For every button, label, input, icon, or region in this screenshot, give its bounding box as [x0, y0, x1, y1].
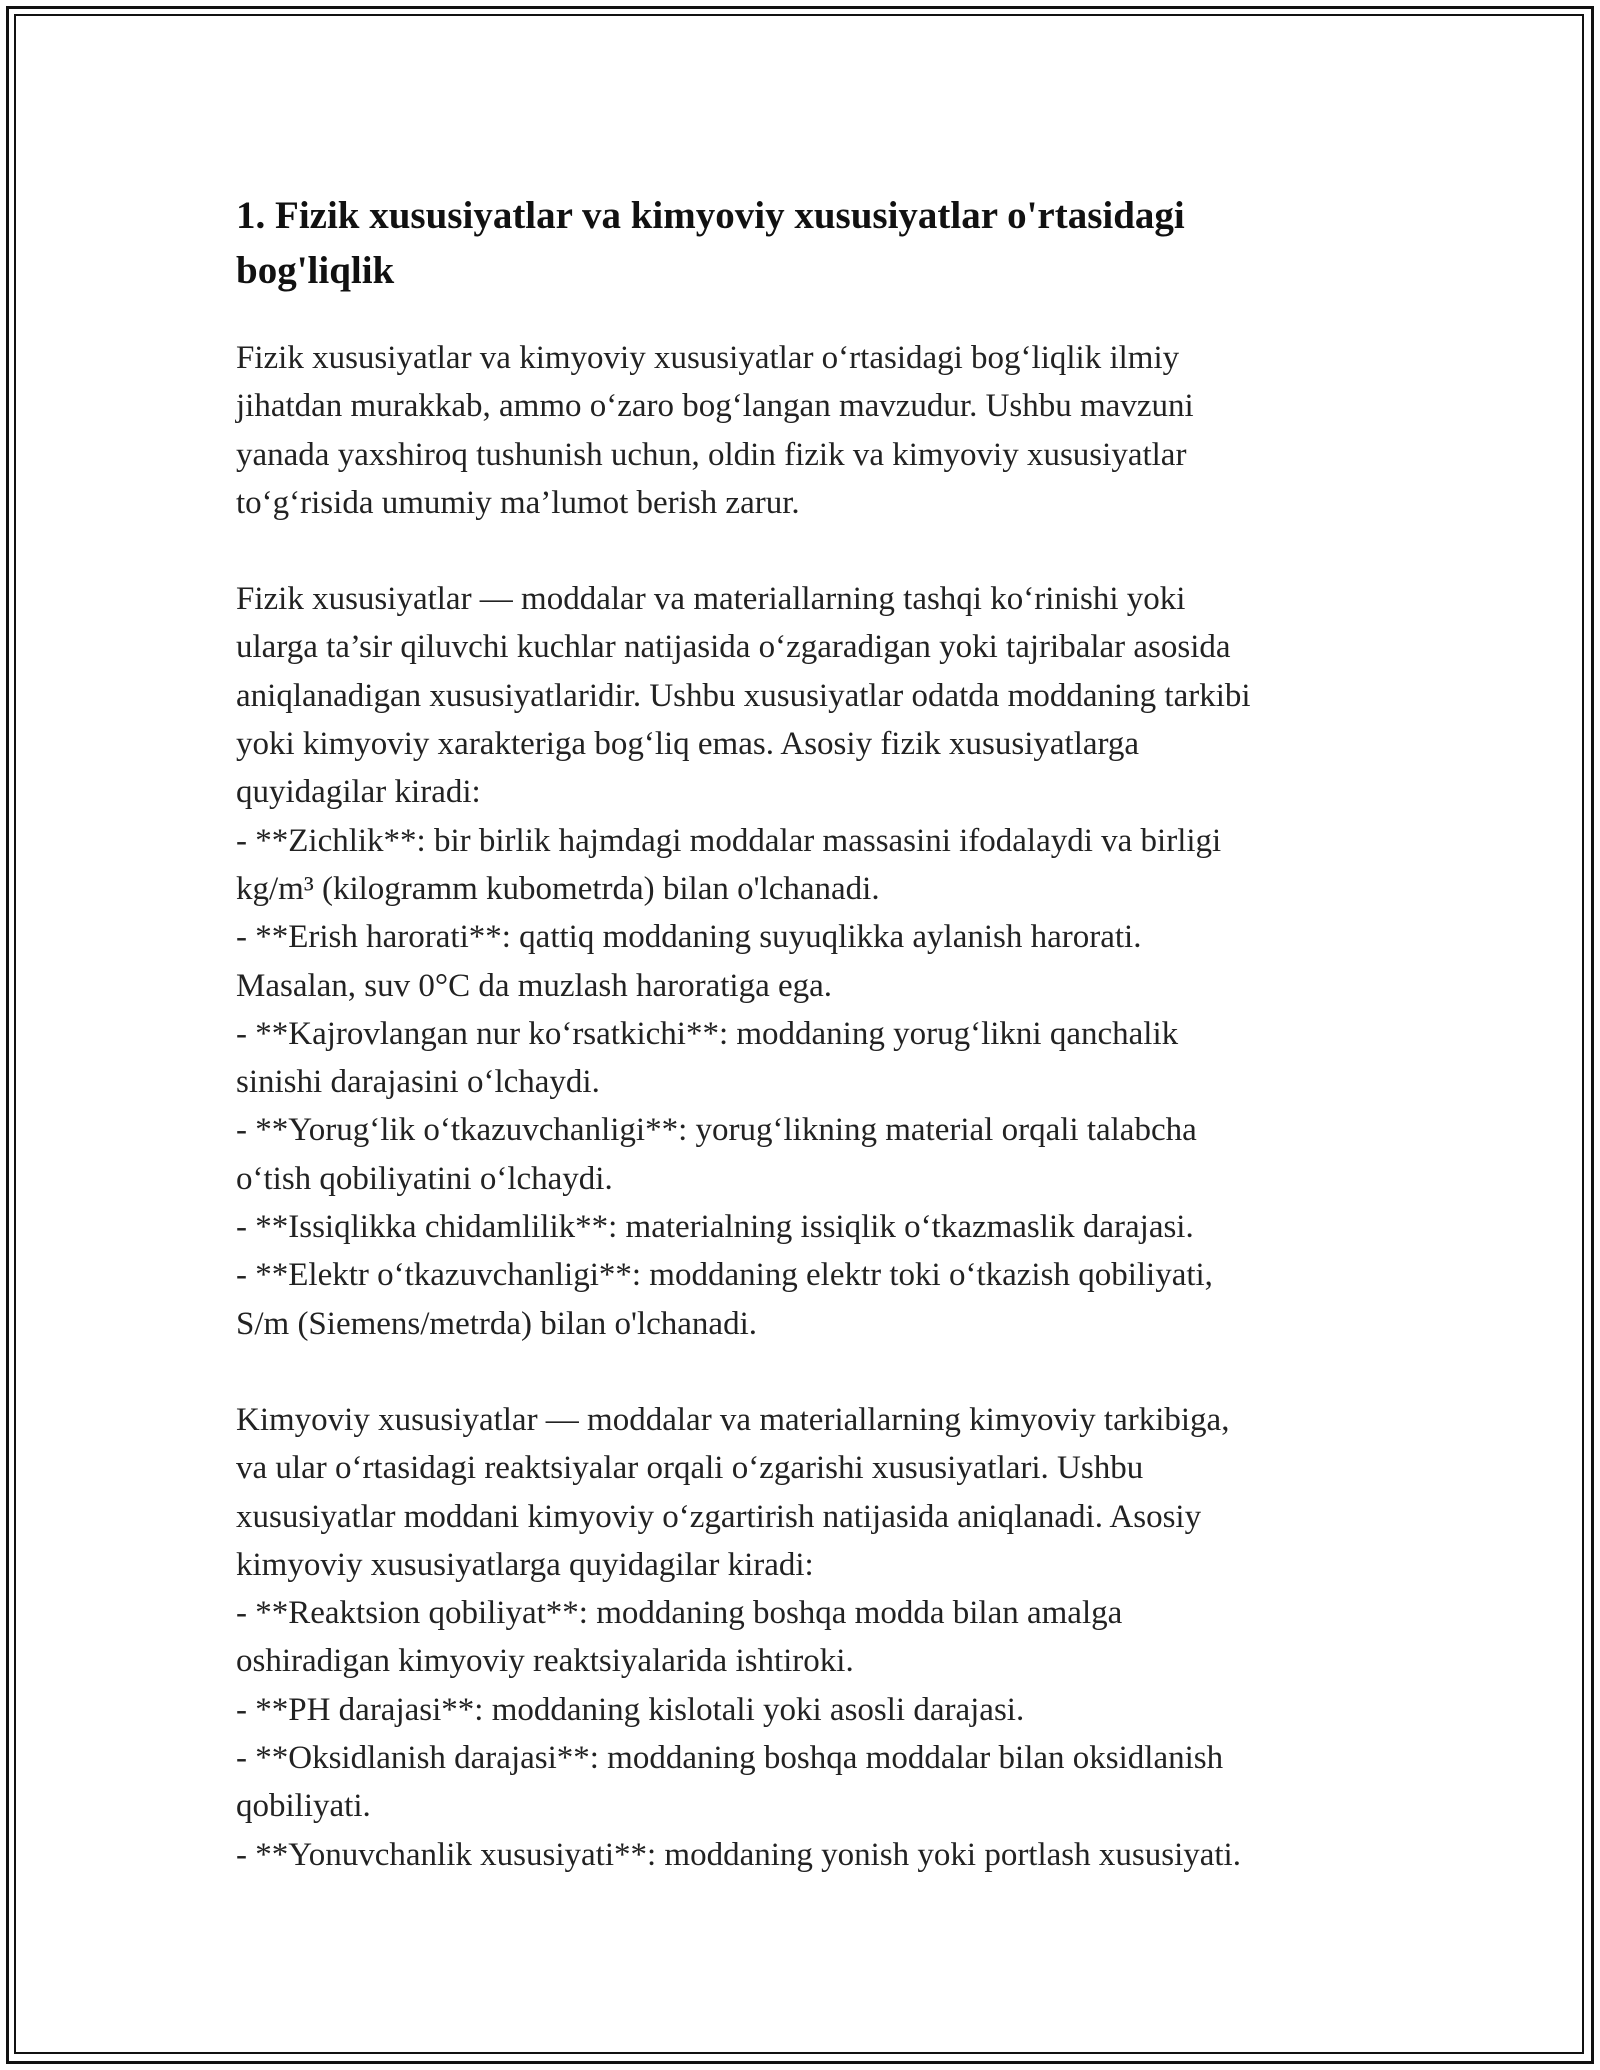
text-line: ularga ta’sir qiluvchi kuchlar natijasida o‘zgaradigan yoki tajribalar asosida — [236, 629, 1231, 666]
list-item-line: - **Oksidlanish darajasi**: moddaning boshqa moddalar bilan oksidlanish — [236, 1740, 1224, 1777]
text-line: yoki kimyoviy xarakteriga bog‘liq emas. Asosiy fizik xususiyatlarga — [236, 726, 1140, 763]
text-line: jihatdan murakkab, ammo o‘zaro bog‘langan mavzudur. Ushbu mavzuni — [236, 388, 1194, 425]
title-line: bog'liqlik — [236, 249, 395, 292]
list-item-line: oshiradigan kimyoviy reaktsiyalarida ishtiroki. — [236, 1643, 854, 1680]
list-item-line: - **PH darajasi**: moddaning kislotali yoki asosli darajasi. — [236, 1691, 1025, 1728]
text-line: kimyoviy xususiyatlarga quyidagilar kiradi: — [236, 1546, 814, 1583]
list-item-line: Masalan, suv 0°C da muzlash haroratiga ega. — [236, 967, 833, 1004]
paragraph-spacer — [236, 527, 1376, 575]
section-title — [236, 188, 1376, 298]
list-item-line: - **Yorug‘lik o‘tkazuvchanligi**: yorug‘likning material orqali talabcha — [236, 1112, 1197, 1149]
text-line: quyidagilar kiradi: — [236, 774, 481, 811]
text-line: Fizik xususiyatlar — moddalar va materiallarning tashqi ko‘rinishi yoki — [236, 581, 1186, 618]
document-page — [236, 188, 1376, 1879]
list-item-line: - **Reaktsion qobiliyat**: moddaning boshqa modda bilan amalga — [236, 1595, 1123, 1632]
text-line: Fizik xususiyatlar va kimyoviy xususiyatlar o‘rtasidagi bog‘liqlik ilmiy — [236, 340, 1180, 376]
title-line: 1. Fizik xususiyatlar va kimyoviy xususiyatlar o'rtasidagi — [236, 194, 1185, 237]
list-item-line: - **Erish harorati**: qattiq moddaning suyuqlikka aylanish harorati. — [236, 919, 1142, 956]
paragraph-spacer — [236, 1348, 1376, 1396]
text-line: yanada yaxshiroq tushunish uchun, oldin fizik va kimyoviy xususiyatlar — [236, 436, 1187, 473]
list-item-line: - **Yonuvchanlik xususiyati**: moddaning yonish yoki portlash xususiyati. — [236, 1836, 1241, 1873]
list-item-line: qobiliyati. — [236, 1788, 371, 1825]
list-item-line: kg/m³ (kilogramm kubometrda) bilan o'lchanadi. — [236, 870, 880, 907]
text-line: to‘g‘risida umumiy ma’lumot berish zarur. — [236, 484, 800, 521]
list-item-line: - **Elektr o‘tkazuvchanligi**: moddaning elektr toki o‘tkazish qobiliyati, — [236, 1257, 1213, 1294]
chemical-properties-paragraph — [236, 1396, 1376, 1879]
list-item-line: - **Kajrovlangan nur ko‘rsatkichi**: moddaning yorug‘likni qanchalik — [236, 1015, 1179, 1052]
list-item-line: - **Issiqlikka chidamlilik**: materialning issiqlik o‘tkazmaslik darajasi. — [236, 1209, 1194, 1246]
text-line: aniqlanadigan xususiyatlaridir. Ushbu xususiyatlar odatda moddaning tarkibi — [236, 677, 1251, 714]
text-line: xususiyatlar moddani kimyoviy o‘zgartirish natijasida aniqlanadi. Asosiy — [236, 1498, 1202, 1535]
list-item-line: sinishi darajasini o‘lchaydi. — [236, 1064, 600, 1101]
list-item-line: o‘tish qobiliyatini o‘lchaydi. — [236, 1160, 613, 1197]
physical-properties-paragraph — [236, 575, 1376, 1348]
intro-paragraph — [236, 334, 1376, 527]
list-item-line: - **Zichlik**: bir birlik hajmdagi moddalar massasini ifodalaydi va birligi — [236, 822, 1222, 859]
list-item-line: S/m (Siemens/metrda) bilan o'lchanadi. — [236, 1305, 757, 1342]
text-line: Kimyoviy xususiyatlar — moddalar va materiallarning kimyoviy tarkibiga, — [236, 1401, 1230, 1438]
text-line: va ular o‘rtasidagi reaktsiyalar orqali o‘zgarishi xususiyatlari. Ushbu — [236, 1450, 1144, 1487]
